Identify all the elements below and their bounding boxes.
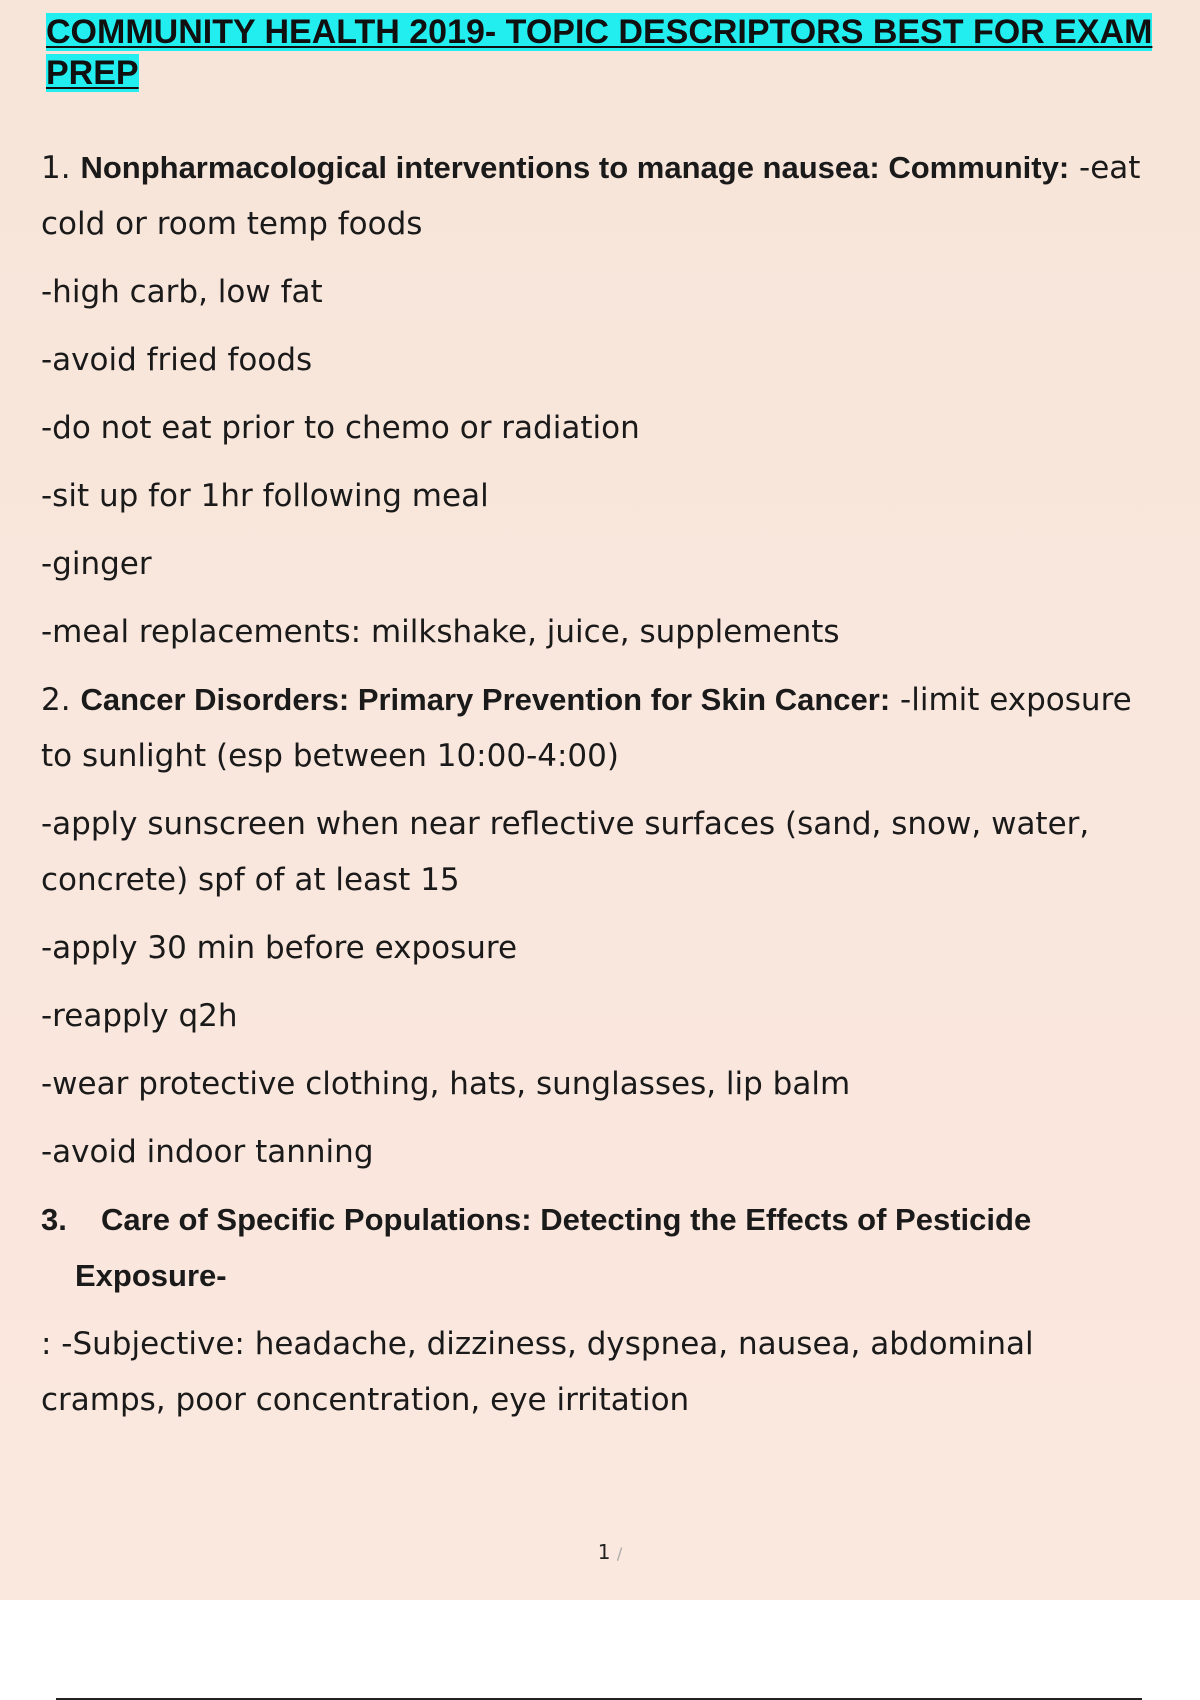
document-title bbox=[46, 12, 1156, 94]
list-item: -apply 30 min before exposure bbox=[41, 930, 518, 966]
list-item: -avoid indoor tanning bbox=[41, 1134, 374, 1170]
section-3-heading-block bbox=[41, 1192, 1166, 1304]
page-number-separator: / bbox=[616, 1544, 623, 1563]
list-item: -reapply q2h bbox=[41, 998, 238, 1034]
section-1-first-line: -eat cold or room temp foods bbox=[41, 150, 1141, 242]
page-number-value: 1 bbox=[597, 1540, 611, 1564]
document-body bbox=[41, 140, 1166, 1440]
list-item: -ginger bbox=[41, 546, 152, 582]
section-2-heading: Cancer Disorders: Primary Prevention for Skin Cancer: bbox=[80, 682, 891, 717]
section-1-number: 1. bbox=[41, 150, 71, 186]
list-item: -avoid fried foods bbox=[41, 342, 313, 378]
section-1-intro bbox=[41, 140, 1166, 252]
section-3-number: 3. bbox=[41, 1202, 67, 1237]
list-item: -high carb, low fat bbox=[41, 274, 323, 310]
title-highlight: COMMUNITY HEALTH 2019- TOPIC DESCRIPTORS BEST FOR EXAM PREP bbox=[46, 13, 1153, 92]
section-2-number: 2. bbox=[41, 682, 71, 718]
list-item: -apply sunscreen when near reflective surfaces (sand, snow, water, concrete) spf of at least 15 bbox=[41, 806, 1090, 898]
list-item: -sit up for 1hr following meal bbox=[41, 478, 489, 514]
list-item: -meal replacements: milkshake, juice, supplements bbox=[41, 614, 840, 650]
section-3-heading: Care of Specific Populations: Detecting the Effects of Pesticide Exposure- bbox=[75, 1202, 1032, 1293]
section-2-intro bbox=[41, 672, 1166, 784]
list-item: : -Subjective: headache, dizziness, dyspnea, nausea, abdominal cramps, poor concentration, eye irritation bbox=[41, 1326, 1034, 1418]
list-item: -do not eat prior to chemo or radiation bbox=[41, 410, 640, 446]
section-2-first-line: -limit exposure to sunlight (esp between 10:00-4:00) bbox=[41, 682, 1132, 774]
list-item: -wear protective clothing, hats, sunglasses, lip balm bbox=[41, 1066, 851, 1102]
page-number bbox=[0, 1540, 1200, 1564]
section-1-heading: Nonpharmacological interventions to manage nausea: Community: bbox=[80, 150, 1070, 185]
